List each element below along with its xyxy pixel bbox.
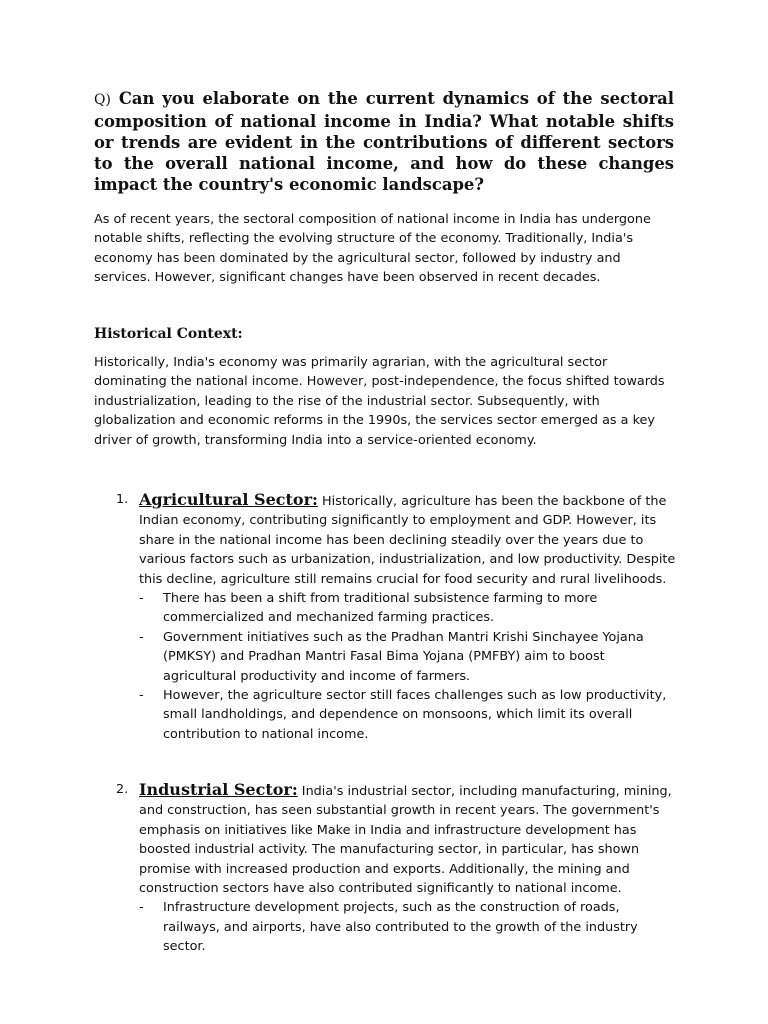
- list-item: [139, 589, 676, 628]
- bullet-text: Government initiatives such as the Pradhan Mantri Krishi Sinchayee Yojana (PMKSY) and Pradhan Mantri Fasal Bima Yojana (PMFBY) aim to boost agricultural productivity and income of farmers.: [163, 629, 644, 684]
- sector-title: Agricultural Sector:: [139, 490, 318, 509]
- intro-paragraph: As of recent years, the sectoral composition of national income in India has undergone notable shifts, reflecting the evolving structure of the economy. Traditionally, India's economy has been dominated by the agricultural sector, followed by industry and services. However, significant changes have been observed in recent decades.: [94, 212, 651, 286]
- sector-title: Industrial Sector:: [139, 780, 298, 799]
- list-item: [139, 628, 676, 686]
- item-number: 1.: [116, 492, 129, 507]
- list-item: [139, 686, 676, 744]
- sector-text: India's industrial sector, including manufacturing, mining, and construction, has seen substantial growth in recent years. The government's emphasis on initiatives like Make in India and infrastructure development has boosted industrial activity. The manufacturing sector, in particular, has shown promise with increased production and exports. Additionally, the mining and construction sectors have also contributed significantly to national income.: [139, 784, 672, 897]
- bullet-list: [139, 898, 676, 956]
- bullet-marker: -: [139, 629, 144, 645]
- industrial-sector-item: [94, 780, 676, 957]
- historical-context-heading: Historical Context:: [94, 326, 243, 342]
- item-body: [139, 490, 676, 744]
- sector-text: Historically, agriculture has been the backbone of the Indian economy, contributing significantly to employment and GDP. However, its share in the national income has been declining steadily over the years due to various factors such as urbanization, industrialization, and low productivity. Despite this decline, agriculture still remains crucial for food security and rural livelihoods.: [139, 494, 676, 587]
- bullet-marker: -: [139, 591, 144, 607]
- item-body: [139, 780, 676, 957]
- item-number: 2.: [116, 782, 129, 797]
- question-text: Can you elaborate on the current dynamics of the sectoral composition of national income in India? What notable shifts or trends are evident in the contributions of different sectors to the overall national income, and how do these changes impact the country's economic landscape?: [94, 89, 674, 194]
- item-paragraph: [139, 780, 676, 898]
- bullet-text: Infrastructure development projects, such as the construction of roads, railways, and airports, have also contributed to the growth of the industry sector.: [163, 900, 638, 955]
- bullet-list: [139, 589, 676, 744]
- list-item: [139, 898, 676, 956]
- agricultural-sector-item: [94, 490, 676, 744]
- bullet-text: However, the agriculture sector still faces challenges such as low productivity, small landholdings, and dependence on monsoons, which limit its overall contribution to national income.: [163, 688, 667, 742]
- bullet-marker: -: [139, 900, 144, 916]
- historical-context-paragraph: Historically, India's economy was primarily agrarian, with the agricultural sector dominating the national income. However, post-independence, the focus shifted towards industrialization, leading to the rise of the industrial sector. Subsequently, with globalization and economic reforms in the 1990s, the services sector emerged as a key driver of growth, transforming India into a service-oriented economy.: [94, 355, 665, 448]
- bullet-marker: -: [139, 688, 144, 704]
- item-paragraph: [139, 490, 676, 589]
- bullet-text: There has been a shift from traditional subsistence farming to more commercialized and mechanized farming practices.: [163, 591, 598, 626]
- question-prefix: Q): [94, 92, 111, 108]
- question-heading: [94, 88, 674, 195]
